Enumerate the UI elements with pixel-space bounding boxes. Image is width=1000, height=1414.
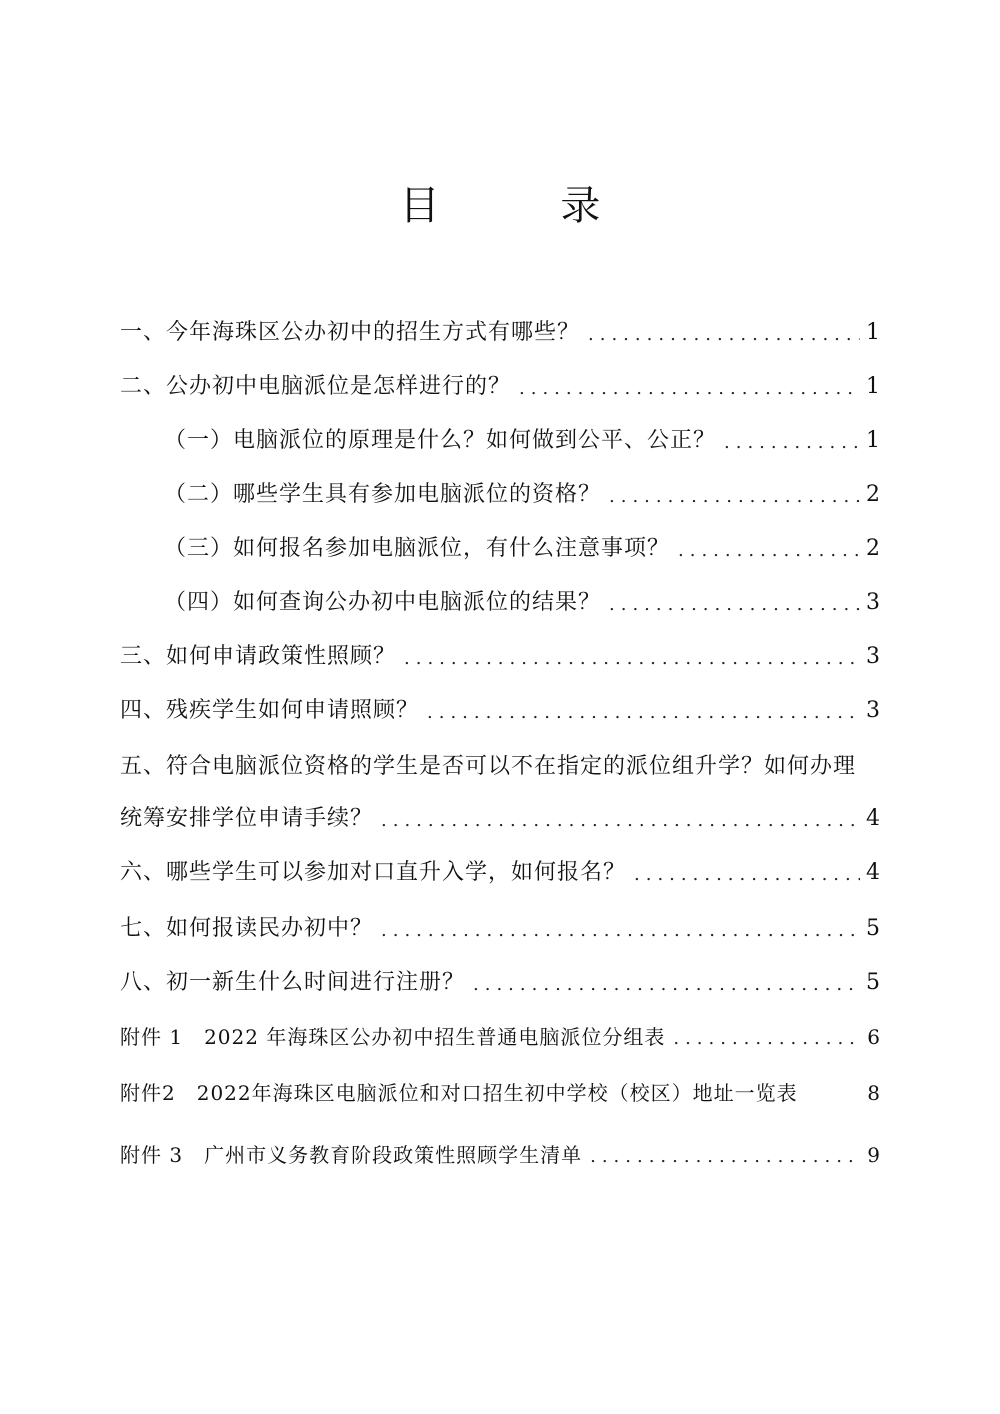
toc-entry-appendix-2[interactable] <box>120 1072 880 1108</box>
toc-entry-text: （三）如何报名参加电脑派位，有什么注意事项？ <box>164 536 671 561</box>
toc-entry-text: （一）电脑派位的原理是什么？如何做到公平、公正？ <box>164 428 717 453</box>
toc-entry-7[interactable] <box>120 908 880 944</box>
toc-entry-3[interactable] <box>120 636 880 672</box>
toc-page-number: 1 <box>866 320 880 345</box>
toc-page-number: 5 <box>866 916 880 941</box>
dot-leader <box>519 376 860 402</box>
toc-page-number: 3 <box>866 698 880 723</box>
toc-entry-text: 统筹安排学位申请手续？ <box>120 806 374 831</box>
toc-page-number: 4 <box>866 860 880 885</box>
toc-entry-text: 一、今年海珠区公办初中的招生方式有哪些？ <box>120 320 581 345</box>
toc-entry-text: 附件 3 广州市义务教育阶段政策性照顾学生清单 <box>120 1143 583 1167</box>
toc-entry-text: 八、初一新生什么时间进行注册？ <box>120 970 466 995</box>
toc-page-number: 1 <box>866 428 880 453</box>
toc-entry-1[interactable] <box>120 312 880 348</box>
dot-leader <box>634 862 860 888</box>
toc-page-number: 5 <box>866 970 880 995</box>
toc-entry-2-2[interactable] <box>164 474 880 510</box>
toc-entry-2[interactable] <box>120 366 880 402</box>
dot-leader <box>588 322 860 348</box>
toc-entry-5-line1[interactable]: 五、符合电脑派位资格的学生是否可以不在指定的派位组升学？如何办理 <box>120 754 857 779</box>
toc-entry-2-1[interactable] <box>164 420 880 456</box>
toc-entry-appendix-3[interactable] <box>120 1134 880 1170</box>
page-title: 目 录 <box>399 183 655 229</box>
dot-leader <box>427 700 860 726</box>
toc-page-number: 9 <box>867 1143 880 1167</box>
toc-entry-8[interactable] <box>120 962 880 998</box>
toc-entry-5[interactable] <box>120 798 880 834</box>
toc-page-number: 1 <box>866 374 880 399</box>
toc-entry-text: 七、如何报读民办初中？ <box>120 916 374 941</box>
toc-page-number: 3 <box>866 590 880 615</box>
toc-entry-6[interactable] <box>120 852 880 888</box>
toc-entry-text: （四）如何查询公办初中电脑派位的结果？ <box>164 590 602 615</box>
toc-entry-4[interactable] <box>120 690 880 726</box>
toc-entry-text: 六、哪些学生可以参加对口直升入学，如何报名？ <box>120 860 627 885</box>
dot-leader <box>673 1026 861 1052</box>
dot-leader <box>609 484 860 510</box>
toc-entry-2-4[interactable] <box>164 582 880 618</box>
dot-leader <box>590 1144 861 1170</box>
toc-entry-text: （二）哪些学生具有参加电脑派位的资格？ <box>164 482 602 507</box>
toc-entry-appendix-1[interactable] <box>120 1016 880 1052</box>
dot-leader <box>381 918 860 944</box>
dot-leader <box>724 430 860 456</box>
toc-page-number: 8 <box>867 1081 880 1105</box>
toc-entry-2-3[interactable] <box>164 528 880 564</box>
toc-entry-text: 附件2 2022年海珠区电脑派位和对口招生初中学校（校区）地址一览表 <box>120 1081 798 1105</box>
toc-page-number: 2 <box>866 482 880 507</box>
dot-leader <box>609 592 860 618</box>
toc-entry-text: 四、残疾学生如何申请照顾？ <box>120 698 420 723</box>
toc-page-number: 4 <box>866 806 880 831</box>
toc-entry-text: 二、公办初中电脑派位是怎样进行的？ <box>120 374 512 399</box>
toc-entry-text: 附件 1 2022 年海珠区公办初中招生普通电脑派位分组表 <box>120 1025 666 1049</box>
toc-entry-text: 三、如何申请政策性照顾？ <box>120 644 397 669</box>
toc-page-number: 6 <box>867 1025 880 1049</box>
dot-leader <box>678 538 860 564</box>
dot-leader <box>473 972 860 998</box>
dot-leader <box>381 808 860 834</box>
toc-page-number: 3 <box>866 644 880 669</box>
toc-page-number: 2 <box>866 536 880 561</box>
dot-leader <box>404 646 860 672</box>
